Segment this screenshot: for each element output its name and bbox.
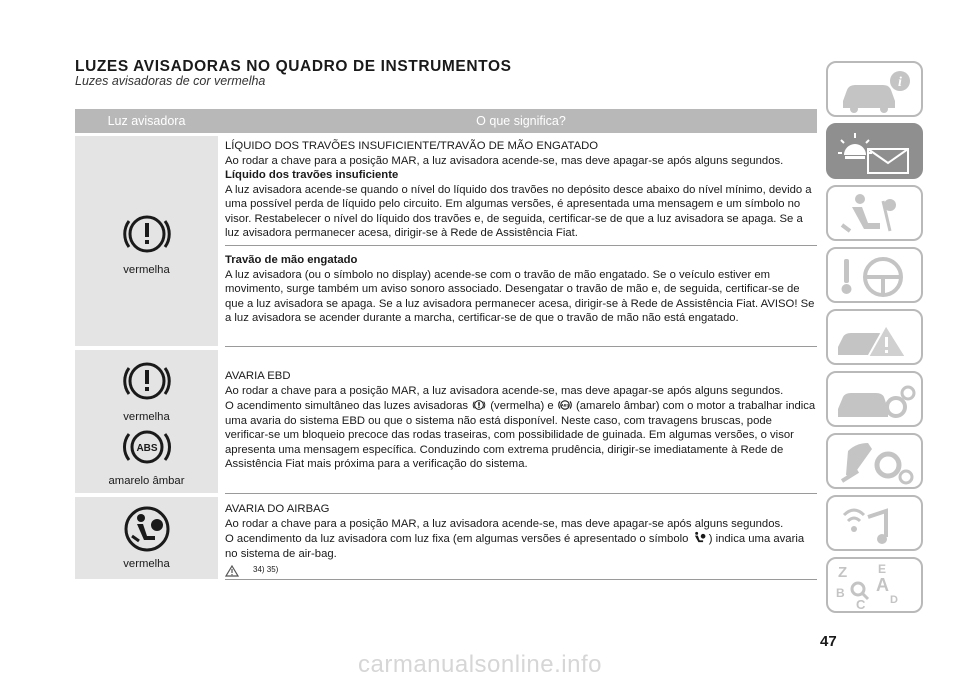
svg-text:i: i bbox=[898, 75, 902, 90]
color-label: vermelha bbox=[123, 558, 170, 570]
section-heading: AVARIA DO AIRBAG bbox=[225, 503, 330, 515]
description-row-1 bbox=[225, 139, 817, 241]
section-text: Ao rodar a chave para a posição MAR, a luz avisadora acende-se, mas deve apagar-se após alguns segundos. bbox=[225, 517, 784, 530]
row-divider bbox=[225, 579, 817, 580]
icon-cell-row-1 bbox=[75, 136, 218, 346]
svg-text:ABS: ABS bbox=[135, 443, 158, 454]
steering-wheel-icon bbox=[828, 249, 925, 305]
color-label: vermelha bbox=[123, 411, 170, 423]
brake-warning-icon bbox=[120, 207, 174, 261]
section-heading: LÍQUIDO DOS TRAVÕES INSUFICIENTE/TRAVÃO DE MÃO ENGATADO bbox=[225, 140, 599, 152]
airbag-icon bbox=[120, 503, 174, 555]
abs-icon bbox=[557, 398, 573, 412]
chapter-tab-starting-driving[interactable] bbox=[826, 247, 923, 303]
section-text: Ao rodar a chave para a posição MAR, a luz avisadora acende-se, mas deve apagar-se após alguns segundos. bbox=[225, 154, 784, 167]
chapter-tab-car-info[interactable] bbox=[826, 61, 923, 117]
chapter-tab-emergency[interactable] bbox=[826, 309, 923, 365]
index-icon bbox=[828, 559, 925, 615]
index-letter: E bbox=[878, 562, 887, 576]
index-letter: Z bbox=[838, 564, 848, 581]
car-info-icon bbox=[828, 63, 925, 119]
page-number: 47 bbox=[820, 633, 837, 650]
page-title: LUZES AVISADORAS NO QUADRO DE INSTRUMENTOS bbox=[75, 58, 512, 75]
row-divider bbox=[225, 245, 817, 246]
color-label: amarelo âmbar bbox=[108, 475, 185, 487]
row-divider bbox=[225, 493, 817, 494]
description-row-3 bbox=[225, 502, 817, 579]
warning-light-message-icon bbox=[828, 125, 925, 181]
section-subheading: Travão de mão engatado bbox=[225, 254, 358, 266]
icon-cell-row-2 bbox=[75, 350, 218, 493]
footnote-refs-line bbox=[225, 563, 817, 579]
row-divider bbox=[225, 346, 817, 347]
text-part: O acendimento simultâneo das luzes avisadoras bbox=[225, 400, 469, 412]
index-letter: A bbox=[876, 575, 889, 595]
chapter-tab-index[interactable] bbox=[826, 557, 923, 613]
index-letter: D bbox=[890, 594, 898, 606]
warning-triangle-icon bbox=[225, 565, 239, 577]
chapter-tab-warning-lights[interactable] bbox=[826, 123, 923, 179]
description-row-1b bbox=[225, 253, 817, 326]
watermark: carmanualsonline.info bbox=[358, 651, 602, 678]
technical-data-icon bbox=[828, 435, 925, 491]
footnote-refs: 34) 35) bbox=[253, 565, 279, 574]
text-part: (amarelo âmbar) com o motor a trabalhar indica uma avaria do sistema EBD ou que o sistema não está disponível. Neste caso, com travagens bruscas, pode verificar-se um bloqueio precoce das rodas traseiras, com possibilidade de guinada. Em algumas versões, o visor apresenta uma mensagem específica. Conduzindo com extrema prudência, dirigir-se imediatamente à Rede de Assistência Fiat mais próxima para a verificação do sistema. bbox=[225, 400, 816, 470]
color-label: vermelha bbox=[123, 264, 170, 276]
multimedia-icon bbox=[828, 497, 925, 553]
chapter-tab-technical-data[interactable] bbox=[826, 433, 923, 489]
section-text: A luz avisadora acende-se quando o nível do líquido dos travões no depósito desce abaixo do nível mínimo, devido a uma possível perda de líquido pelo circuito. Em algumas versões, é apresentada uma mensagem e um símbolo no visor. Restabelecer o nível do líquido dos travões e, de seguida, certificar-se de que a luz avisadora se apaga. Se a luz avisadora permanecer acesa, dirigir-se à Rede de Assistência Fiat. bbox=[225, 183, 812, 239]
seat-safety-icon bbox=[828, 187, 925, 243]
brake-warning-icon bbox=[471, 398, 487, 412]
text-part: (vermelha) e bbox=[490, 400, 554, 412]
chapter-tab-maintenance[interactable] bbox=[826, 371, 923, 427]
car-maintenance-icon bbox=[828, 373, 925, 429]
brake-warning-icon bbox=[120, 354, 174, 408]
index-letter: C bbox=[856, 597, 866, 612]
column-header-meaning: O que significa? bbox=[476, 114, 566, 128]
page-subtitle: Luzes avisadoras de cor vermelha bbox=[75, 74, 266, 88]
chapter-tab-safety[interactable] bbox=[826, 185, 923, 241]
table-header bbox=[75, 109, 817, 133]
column-header-warning-light: Luz avisadora bbox=[107, 114, 186, 128]
car-emergency-icon bbox=[828, 311, 925, 367]
section-heading: AVARIA EBD bbox=[225, 370, 291, 382]
text-part: ) indica uma avaria no sistema de air-bag. bbox=[225, 533, 805, 560]
section-text bbox=[225, 531, 817, 561]
abs-icon bbox=[120, 422, 174, 472]
section-text: A luz avisadora (ou o símbolo no display) acende-se com o travão de mão engatado. Se o veículo estiver em movimento, surge também um aviso sonoro associado. Desengatar o travão de mão e, de seguida, certificar-se de que a luz avisadora se apaga. Se a luz avisadora permanecer acesa, dirigir-se à Rede de Assistência Fiat. AVISO! Se a luz avisadora se acender durante a marcha, certificar-se de que o travão de mão não está engatado. bbox=[225, 268, 815, 324]
text-part: O acendimento da luz avisadora com luz fixa (em algumas versões é apresentado o símbolo bbox=[225, 533, 689, 545]
section-subheading: Líquido dos travões insuficiente bbox=[225, 169, 399, 181]
chapter-tab-multimedia[interactable] bbox=[826, 495, 923, 551]
section-text bbox=[225, 398, 817, 472]
icon-cell-row-3 bbox=[75, 497, 218, 579]
description-row-2 bbox=[225, 369, 817, 472]
section-text: Ao rodar a chave para a posição MAR, a luz avisadora acende-se, mas deve apagar-se após alguns segundos. bbox=[225, 384, 784, 397]
svg-text:ABS: ABS bbox=[561, 403, 569, 408]
airbag-icon bbox=[692, 531, 706, 545]
index-letter: B bbox=[836, 586, 845, 600]
